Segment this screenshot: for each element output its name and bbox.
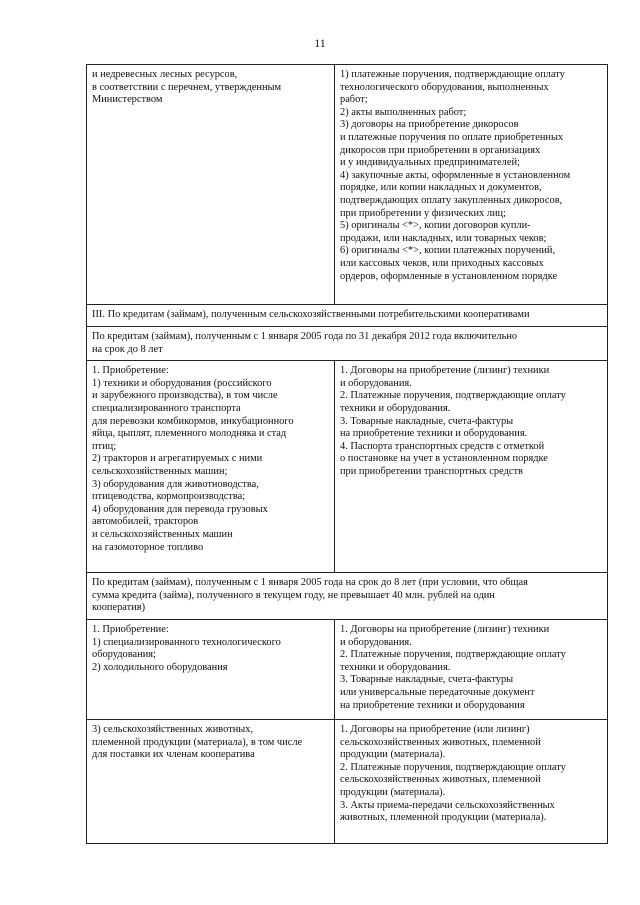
- text-line: сумма кредита (займа), полученного в текущем году, не превышает 40 млн. рублей на один: [92, 589, 495, 601]
- text-line: и платежные поручения по оплате приобретенных: [340, 131, 564, 143]
- text-line: и оборудования.: [340, 377, 412, 389]
- documents-cell: [335, 65, 608, 305]
- text-line: 3. Товарные накладные, счета-фактуры: [340, 415, 514, 427]
- text-line: и сельскохозяйственных машин: [92, 528, 233, 540]
- text-line: 5) оригиналы <*>, копии договоров купли-: [340, 220, 531, 232]
- documents-cell: [335, 619, 608, 719]
- table-row: [87, 619, 608, 719]
- text-line: на приобретение техники и оборудования.: [340, 428, 528, 440]
- text-line: 2. Платежные поручения, подтверждающие оплату: [340, 390, 566, 402]
- text-line: сельскохозяйственных животных, племенной: [340, 774, 541, 786]
- text-line: продажи, или накладных, или товарных чеков;: [340, 232, 547, 244]
- text-line: 4) закупочные акты, оформленные в установленном: [340, 169, 571, 181]
- text-line: и недревесных лесных ресурсов,: [92, 69, 238, 80]
- purpose-cell: [87, 65, 335, 305]
- text-line: 1) специализированного технологического: [92, 636, 281, 648]
- text-line: 2) холодильного оборудования: [92, 661, 228, 673]
- text-line: и оборудования.: [340, 636, 412, 648]
- table-row: [87, 719, 608, 843]
- table-row: [87, 361, 608, 573]
- table-row: [87, 573, 608, 620]
- documents-table: [86, 64, 608, 844]
- text-line: подтверждающих оплату закупленных дикоросов,: [340, 194, 563, 206]
- section-heading-cell: [87, 305, 608, 327]
- text-line: о постановке на учет в установленном порядке: [340, 453, 548, 465]
- text-line: 6) оригиналы <*>, копии платежных поручений,: [340, 245, 556, 257]
- documents-cell: [335, 719, 608, 843]
- text-line: 3. Товарные накладные, счета-фактуры: [340, 674, 514, 686]
- section-heading-cell: [87, 573, 608, 620]
- text-line: техники и оборудования.: [340, 402, 451, 414]
- text-line: 1. Договоры на приобретение (или лизинг): [340, 723, 530, 735]
- page-number: 11: [314, 36, 326, 50]
- documents-cell: [335, 361, 608, 573]
- text-line: 2) акты выполненных работ;: [340, 106, 467, 118]
- text-line: продукции (материала).: [340, 749, 446, 761]
- text-line: и у индивидуальных предпринимателей;: [340, 157, 520, 169]
- text-line: племенной продукции (материала), в том числе: [92, 736, 303, 748]
- text-line: По кредитам (займам), полученным с 1 января 2005 года на срок до 8 лет (при условии, что общая: [92, 577, 528, 589]
- text-line: 1. Договоры на приобретение (лизинг) техники: [340, 623, 550, 635]
- text-line: технологического оборудования, выполненных: [340, 81, 549, 93]
- text-line: или универсальные передаточные документ: [340, 686, 535, 698]
- text-line: автомобилей, тракторов: [92, 516, 199, 528]
- text-line: на газомоторное топливо: [92, 541, 204, 553]
- text-line: ордеров, оформленные в установленном порядке: [340, 270, 558, 282]
- text-line: III. По кредитам (займам), полученным сельскохозяйственными потребительскими кооперативами: [92, 309, 530, 320]
- table-row: [87, 327, 608, 361]
- text-line: или кассовых чеков, или приходных кассовых: [340, 257, 544, 269]
- text-line: 2. Платежные поручения, подтверждающие оплату: [340, 649, 566, 661]
- text-line: на срок до 8 лет: [92, 343, 163, 355]
- text-line: животных, племенной продукции (материала).: [340, 812, 547, 824]
- text-line: работ;: [340, 94, 368, 106]
- text-line: техники и оборудования.: [340, 661, 451, 673]
- text-line: 4) оборудования для перевода грузовых: [92, 503, 268, 515]
- text-line: 2. Платежные поручения, подтверждающие оплату: [340, 761, 566, 773]
- text-line: кооператив): [92, 602, 146, 614]
- text-line: 3) оборудования для животноводства,: [92, 478, 259, 490]
- text-line: при приобретении транспортных средств: [340, 465, 523, 477]
- section-heading-cell: [87, 327, 608, 361]
- text-line: 2) тракторов и агрегатируемых с ними: [92, 453, 263, 465]
- documents-table-body: [87, 65, 608, 844]
- text-line: 3. Акты приема-передачи сельскохозяйственных: [340, 799, 555, 811]
- text-line: сельскохозяйственных машин;: [92, 465, 228, 477]
- text-line: птиц;: [92, 440, 117, 452]
- text-line: Министерством: [92, 94, 163, 106]
- text-line: на приобретение техники и оборудования: [340, 699, 525, 711]
- table-row: [87, 305, 608, 327]
- text-line: 1) платежные поручения, подтверждающие оплату: [340, 69, 565, 80]
- text-line: дикоросов при приобретении в организациях: [340, 144, 541, 156]
- purpose-cell: [87, 361, 335, 573]
- purpose-cell: [87, 619, 335, 719]
- table-row: [87, 65, 608, 305]
- text-line: 3) договоры на приобретение дикоросов: [340, 119, 519, 131]
- text-line: специализированного транспорта: [92, 402, 241, 414]
- text-line: для перевозки комбикормов, инкубационного: [92, 415, 294, 427]
- text-line: яйца, цыплят, племенного молодняка и стад: [92, 428, 287, 440]
- text-line: порядке, или копии накладных и документов,: [340, 182, 542, 194]
- text-line: 3) сельскохозяйственных животных,: [92, 723, 254, 735]
- text-line: и зарубежного производства), в том числе: [92, 390, 278, 402]
- text-line: 1. Договоры на приобретение (лизинг) техники: [340, 365, 550, 377]
- text-line: сельскохозяйственных животных, племенной: [340, 736, 541, 748]
- text-line: для поставки их членам кооператива: [92, 749, 255, 761]
- text-line: в соответствии с перечнем, утвержденным: [92, 81, 282, 93]
- text-line: продукции (материала).: [340, 786, 446, 798]
- text-line: По кредитам (займам), полученным с 1 января 2005 года по 31 декабря 2012 года включительно: [92, 331, 518, 342]
- text-line: 1) техники и оборудования (российского: [92, 377, 272, 389]
- text-line: 1. Приобретение:: [92, 365, 169, 377]
- purpose-cell: [87, 719, 335, 843]
- text-line: при приобретении у физических лиц;: [340, 207, 507, 219]
- text-line: оборудования;: [92, 649, 156, 661]
- text-line: птицеводства, кормопроизводства;: [92, 491, 246, 503]
- text-line: 1. Приобретение:: [92, 623, 169, 635]
- text-line: 4. Паспорта транспортных средств с отметкой: [340, 440, 545, 452]
